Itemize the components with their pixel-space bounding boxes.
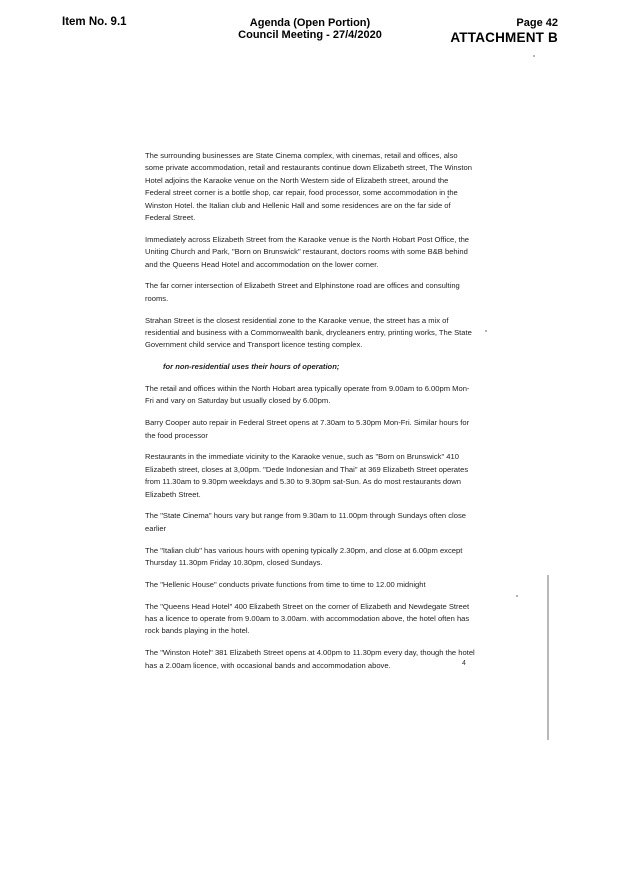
body-paragraph: Strahan Street is the closest residential zone to the Karaoke venue, the street has a mix of residential and business with a Commonwealth bank, drycleaners entry, printing works, The State Government child service and Transport licence testing complex. <box>145 315 472 350</box>
hours-paragraph: Restaurants in the immediate vicinity to the Karaoke venue, such as "Born on Brunswick" 410 Elizabeth street, closes at 3,00pm. "Dede Indonesian and Thai" at 369 Elizabeth Street operates from 11.30am to 9.30pm weekdays and 5.30 to 9.30pm sat-Sun. As do most restaurants down Elizabeth Street. <box>145 452 469 499</box>
page-number: 4 <box>462 660 466 667</box>
document-body <box>145 150 475 681</box>
page-info <box>450 17 558 46</box>
hours-paragraph: The retail and offices within the North Hobart area typically operate from 9.00am to 6.00pm Mon-Fri and vary on Saturday but usually closed by 6.00pm. <box>145 384 470 406</box>
hours-paragraph: The "Hellenic House" conducts private functions from time to time to 12.00 midnight <box>145 579 426 589</box>
body-paragraph: The surrounding businesses are State Cinema complex, with cinemas, retail and offices, also some private accommodation, retail and restaurants continue down Elizabeth street, The Winston Hotel adjoins the Karaoke venue on the North Western side of Elizabeth street, around the Federal street corner is a bottle shop, car repair, food processor, some accommodation in the Winston Hotel. the Italian club and Hellenic Hall and some residences are on the far side of Federal Street. <box>145 151 472 223</box>
agenda-header <box>190 17 430 41</box>
body-paragraph: The far corner intersection of Elizabeth Street and Elphinstone road are offices and consulting rooms. <box>145 281 460 303</box>
body-paragraph: Immediately across Elizabeth Street from the Karaoke venue is the North Hobart Post Office, the Uniting Church and Park, "Born on Brunswick" restaurant, doctors rooms with some B&B behind and the Queens Head Hotel and accommodation on the lower corner. <box>145 234 470 269</box>
hours-paragraph: The "State Cinema" hours vary but range from 9.30am to 11.00pm through Sundays often close earlier <box>145 511 466 533</box>
agenda-title: Agenda (Open Portion) <box>249 17 371 29</box>
section-heading: for non-residential uses their hours of operation; <box>163 362 340 372</box>
scan-speck <box>533 55 535 57</box>
scan-edge-line <box>547 575 549 740</box>
scan-speck <box>516 595 518 597</box>
hours-paragraph: The "Italian club" has various hours with opening typically 2.30pm, and close at 6.00pm except Thursday 11.30pm Friday 10.30pm, closed Sundays. <box>145 545 463 568</box>
item-number: Item No. 9.1 <box>62 16 127 28</box>
hours-paragraph: The "Winston Hotel" 381 Elizabeth Street opens at 4.00pm to 11.30pm every day, though the hotel has a 2.00am licence, with occasional bands and accommodation above. <box>145 648 475 670</box>
scan-speck <box>485 330 487 332</box>
page-label: Page 42 <box>516 17 558 29</box>
hours-paragraph: The "Queens Head Hotel" 400 Elizabeth Street on the corner of Elizabeth and Newdegate Street has a licence to operate from 9.00am to 3.00am. with accommodation above, the hotel often has rock bands playing in the hotel. <box>145 601 470 636</box>
attachment-label: ATTACHMENT B <box>450 30 558 45</box>
meeting-date: Council Meeting - 27/4/2020 <box>238 29 382 41</box>
hours-paragraph: Barry Cooper auto repair in Federal Street opens at 7.30am to 5.30pm Mon-Fri. Similar hours for the food processor <box>145 418 470 440</box>
